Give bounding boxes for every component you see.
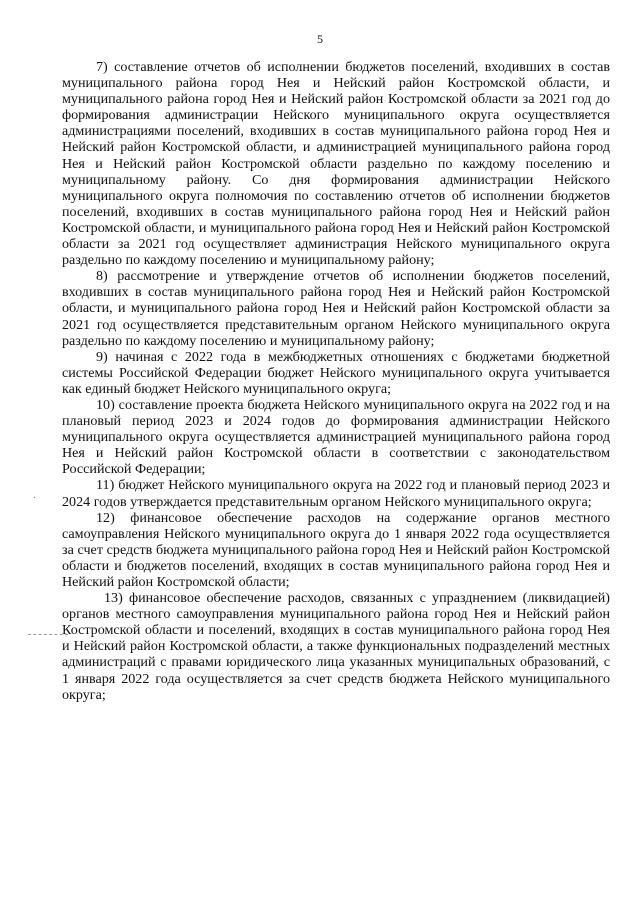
paragraph-item-10: 10) составление проекта бюджета Нейского муниципального округа на 2022 год и на плановый период 2023 и 2024 годов до формирования администрации Нейского муниципального округа осуществляется администрацией муниципального района город Нея и Нейский район Костромской области в соответствии с законодательством Российской Федерации; (62, 396, 610, 478)
paragraph-item-12: 12) финансовое обеспечение расходов на содержание органов местного самоуправления Нейского муниципального округа до 1 января 2022 года осуществляется за счет средств бюджета муниципального района город Нея и Нейский район Костромской области и бюджетов поселений, входящих в состав муниципального района город Нея и Нейский район Костромской области; (62, 509, 610, 590)
page-number: 5 (317, 32, 323, 46)
paragraph-item-11: 11) бюджет Нейского муниципального округа на 2022 год и плановый период 2023 и 2024 годов утверждается представительным органом Нейского муниципального округа; (62, 477, 610, 510)
paragraph-item-7: 7) составление отчетов об исполнении бюджетов поселений, входивших в состав муниципального района город Нея и Нейский район Костромской области, и муниципального района город Нея и Нейский район Костромской области за 2021 год до формирования администрации Нейского муниципального округа осуществляется администрациями поселений, входивших в состав муниципального района город Нея и Нейский район Костромской области, и администрацией муниципального района город Нея и Нейский район Костромской области раздельно по каждому поселению и муниципальному району. Со дня формирования администрации Нейского муниципального округа полномочия по составлению отчетов об исполнении бюджетов поселений, входивших в состав муниципального района город Нея и Нейский район Костромской области, и муниципального района город Нея и Нейский район Костромской области за 2021 год осуществляет администрация Нейского муниципального округа раздельно по каждому поселению и муниципальному району; (62, 59, 610, 269)
paragraph-item-8: 8) рассмотрение и утверждение отчетов об исполнении бюджетов поселений, входивших в состав муниципального района город Нея и Нейский район Костромской области, и муниципального района город Нея и Нейский район Костромской области за 2021 год осуществляется представительным органом Нейского муниципального округа раздельно по каждому поселению и муниципальному району; (62, 268, 610, 349)
scan-artifact-dot: · (33, 493, 37, 504)
paragraph-item-13: 13) финансовое обеспечение расходов, связанных с упразднением (ликвидацией) органов местного самоуправления муниципального района город Нея и Нейский район Костромской области и поселений, входящих в состав муниципального района город Нея и Нейский район Костромской области, а также функциональных подразделений местных администраций с правами юридического лица указанных муниципальных образований, с 1 января 2022 года осуществляется за счет средств бюджета Нейского муниципального округа; (62, 590, 610, 703)
paragraph-item-9: 9) начиная с 2022 года в межбюджетных отношениях с бюджетами бюджетной системы Российской Федерации бюджет Нейского муниципального округа учитывается как единый бюджет Нейского муниципального округа; (62, 348, 610, 397)
document-body (62, 59, 610, 703)
